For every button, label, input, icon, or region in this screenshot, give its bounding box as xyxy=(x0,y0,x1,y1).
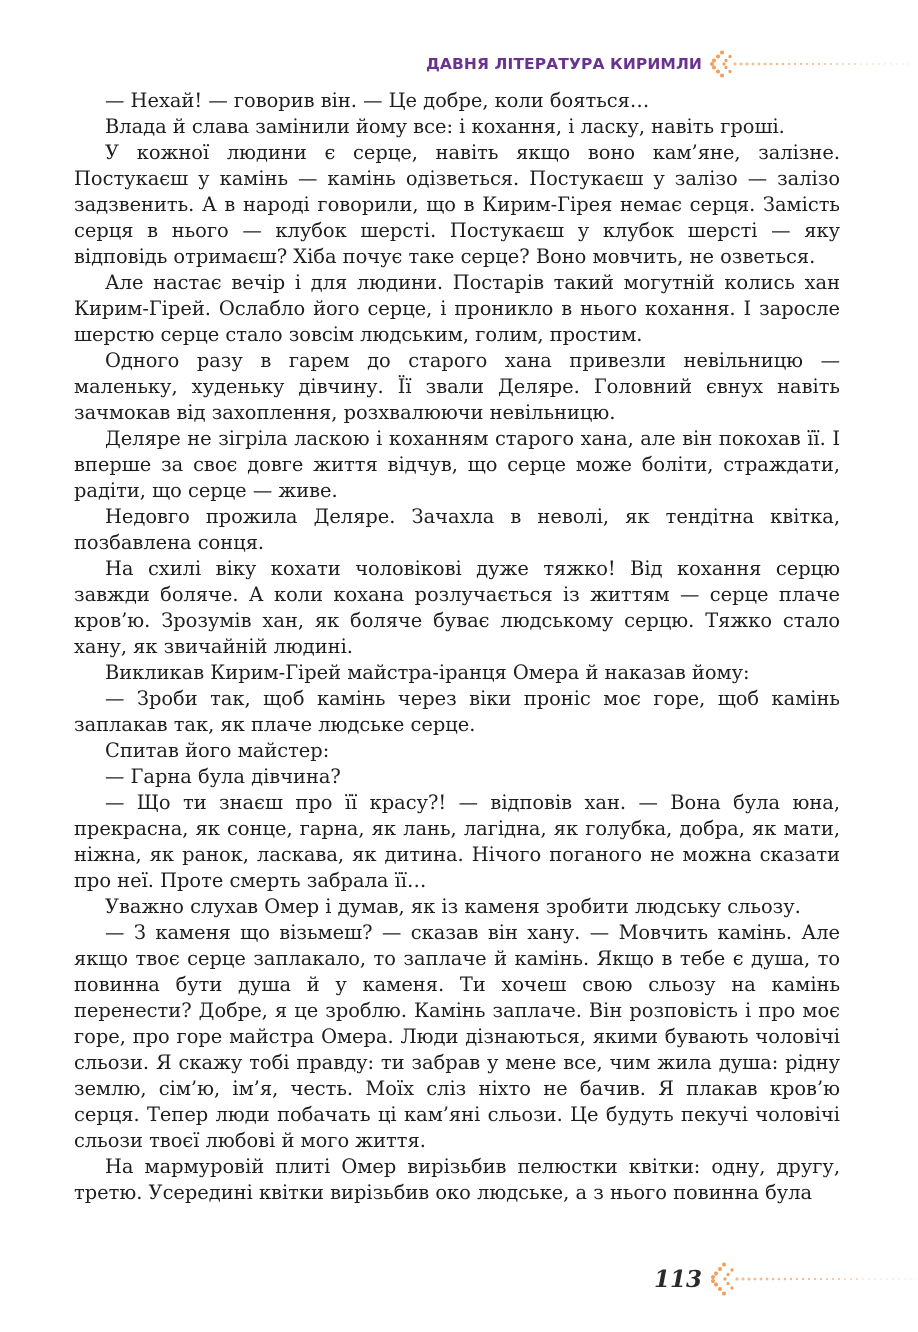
page-number: 113 xyxy=(653,1265,702,1293)
paragraph: — З каменя що візьмеш? — сказав він хану. — Мовчить камінь. Але якщо твоє серце заплакало, то заплаче й камінь. Якщо в тебе є душа, то повинна бути душа й у каменя. Ти хочеш свою сльозу на камінь перенести? Добре, я це зроблю. Камінь заплаче. Він розповість і про моє горе, про горе майстра Омера. Люди дізнаються, якими бувають чоловічі сльози. Я скажу тобі правду: ти забрав у мене все, чим жила душа: рідну землю, сім’ю, ім’я, честь. Моїх сліз ніхто не бачив. Я плакав кров’ю серця. Тепер люди побачать ці кам’яні сльози. Це будуть пекучі чоловічі сльози твоєї любові й мого життя. xyxy=(74,921,840,1152)
paragraph: Недовго прожила Деляре. Зачахла в неволі, як тендітна квітка, позбавлена сонця. xyxy=(74,505,840,554)
paragraph: У кожної людини є серце, навіть якщо воно кам’яне, залізне. Постукаєш у камінь — камінь одізветься. Постукаєш у залізо — залізо задзвенить. А в народі говорили, що в Кирим-Гірея немає серця. Замість серця в нього — клубок шерсті. Постукаєш у клубок шерсті — яку відповідь отримаєш? Хіба почує таке серце? Воно мовчить, не озветься. xyxy=(74,141,840,268)
dotted-arrow-ornament-icon xyxy=(710,50,918,78)
body-text xyxy=(74,88,840,1206)
paragraph: Деляре не зігріла ласкою і коханням старого хана, але він покохав її. І вперше за своє довге життя відчув, що серце може боліти, страждати, радіти, що серце — живе. xyxy=(74,427,840,502)
paragraph: На мармуровій плиті Омер вирізьбив пелюстки квітки: одну, другу, третю. Усередині квітки вирізьбив око людське, а з нього повинна була xyxy=(74,1155,840,1204)
paragraph: — Гарна була дівчина? xyxy=(105,765,341,788)
paragraph: — Зроби так, щоб камінь через віки проніс моє горе, щоб камінь заплакав так, як плаче людське серце. xyxy=(74,687,840,736)
section-title: ДАВНЯ ЛІТЕРАТУРА КИРИМЛИ xyxy=(426,55,702,73)
paragraph: — Що ти знаєш про її красу?! — відповів хан. — Вона була юна, прекрасна, як сонце, гарна, як лань, лагідна, як голубка, добра, як мати, ніжна, як ранок, ласкава, як дитина. Нічого поганого не можна сказати про неї. Проте смерть забрала її… xyxy=(74,791,840,892)
running-header xyxy=(426,50,918,78)
paragraph: Одного разу в гарем до старого хана привезли невільницю — маленьку, худеньку дівчину. Її звали Деляре. Головний євнух навіть зачмокав від захоплення, розхвалюючи невільницю. xyxy=(74,349,840,424)
paragraph: Спитав його майстер: xyxy=(105,739,330,762)
paragraph: Уважно слухав Омер і думав, як із каменя зробити людську сльозу. xyxy=(105,895,801,918)
page-footer xyxy=(654,1262,918,1296)
dotted-arrow-ornament-icon xyxy=(710,1262,918,1296)
paragraph: Але настає вечір і для людини. Постарів такий могутній колись хан Кирим-Гірей. Ослабло його серце, і проникло в нього кохання. І заросле шерстю серце стало зовсім людським, голим, простим. xyxy=(74,271,840,346)
paragraph: — Нехай! — говорив він. — Це добре, коли бояться… xyxy=(105,89,650,112)
paragraph: На схилі віку кохати чоловікові дуже тяжко! Від кохання серцю завжди боляче. А коли кохана розлучається із життям — серце плаче кров’ю. Зрозумів хан, як боляче буває людському серцю. Тяжко стало хану, як звичайній людині. xyxy=(74,557,840,658)
paragraph: Влада й слава замінили йому все: і кохання, і ласку, навіть гроші. xyxy=(105,115,785,138)
paragraph: Викликав Кирим-Гірей майстра-іранця Омера й наказав йому: xyxy=(105,661,750,684)
